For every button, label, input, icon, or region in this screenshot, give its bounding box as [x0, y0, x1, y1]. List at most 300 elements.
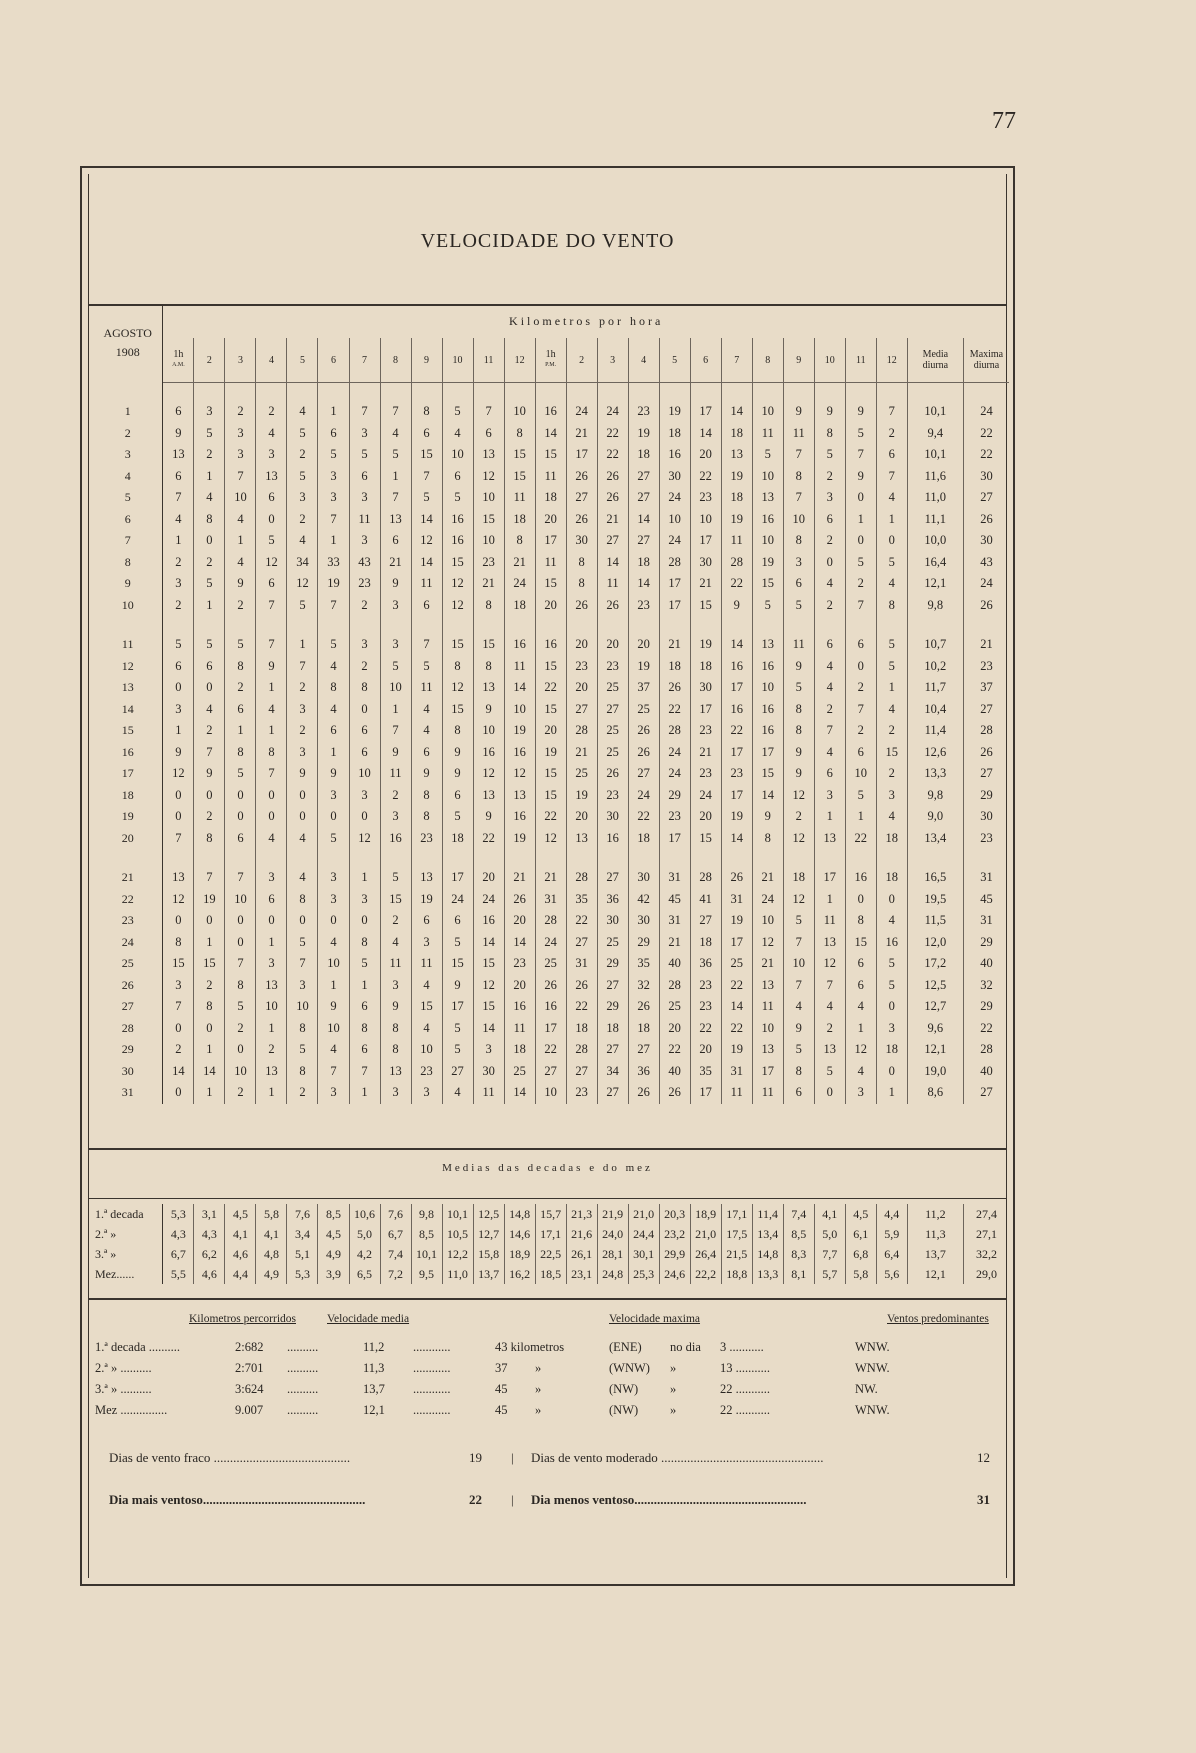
- value-cell: 14: [690, 423, 721, 445]
- day-cell: 23: [93, 910, 163, 932]
- table-row: [93, 699, 1009, 721]
- value-cell: 13: [256, 975, 287, 997]
- value-cell: 14: [163, 1061, 194, 1083]
- value-cell: 3: [411, 1082, 442, 1104]
- value-cell: 28: [659, 720, 690, 742]
- value-cell: 20: [473, 867, 504, 889]
- value-cell: 22: [980, 425, 993, 440]
- value-cell: 10: [380, 677, 411, 699]
- value-cell: 15: [535, 785, 566, 807]
- value-cell: 11: [597, 573, 628, 595]
- value-cell: 4: [318, 1039, 349, 1061]
- value-cell: 31: [721, 1061, 752, 1083]
- value-cell: 25: [504, 1061, 535, 1083]
- value-cell: 30: [690, 677, 721, 699]
- value-cell: 3: [380, 975, 411, 997]
- menos-ventoso-value: 31: [977, 1492, 990, 1507]
- value-cell: 26: [659, 1082, 690, 1104]
- value-cell: 17: [721, 742, 752, 764]
- value-cell: 19: [721, 1039, 752, 1061]
- average-cell: 13,3: [752, 1264, 783, 1284]
- average-cell: 4,6: [194, 1264, 225, 1284]
- value-cell: 8: [752, 828, 783, 850]
- value-cell: 12: [442, 573, 473, 595]
- value-cell: 5: [318, 828, 349, 850]
- value-cell: 21: [659, 932, 690, 954]
- value-cell: 25: [566, 763, 597, 785]
- value-cell: 36: [690, 953, 721, 975]
- value-cell: 12: [256, 552, 287, 574]
- value-cell: 8: [380, 1039, 411, 1061]
- value-cell: 13: [752, 634, 783, 656]
- value-cell: 28: [659, 975, 690, 997]
- value-cell: 27: [628, 763, 659, 785]
- value-cell: 5: [318, 444, 349, 466]
- average-cell: 21,0: [690, 1224, 721, 1244]
- value-cell: 7: [349, 1061, 380, 1083]
- value-cell: 11: [380, 953, 411, 975]
- summary-dia-label: no dia: [670, 1340, 701, 1354]
- average-cell: 18,5: [535, 1264, 566, 1284]
- value-cell: 11: [814, 910, 845, 932]
- value-cell: 23: [980, 658, 993, 673]
- value-cell: 7: [256, 763, 287, 785]
- value-cell: 10: [535, 1082, 566, 1104]
- value-cell: 3: [256, 444, 287, 466]
- table-row: [93, 1018, 1009, 1040]
- value-cell: 5: [287, 595, 318, 617]
- value-cell: 21: [473, 573, 504, 595]
- mais-ventoso-label: Dia mais ventoso..................................................: [109, 1492, 366, 1507]
- value-cell: 27: [690, 910, 721, 932]
- value-cell: 32: [628, 975, 659, 997]
- hour-header: 6: [690, 338, 721, 383]
- hour-header: 4: [256, 338, 287, 383]
- value-cell: 1: [845, 1018, 876, 1040]
- value-cell: 18: [442, 828, 473, 850]
- summary-km: 2:701: [235, 1361, 264, 1375]
- average-cell: 8,1: [783, 1264, 814, 1284]
- value-cell: 7: [845, 699, 876, 721]
- value-cell: 9: [194, 763, 225, 785]
- value-cell: 15: [163, 953, 194, 975]
- value-cell: 22: [690, 1018, 721, 1040]
- summary-dots1: ..........: [287, 1340, 319, 1354]
- value-cell: 26: [597, 487, 628, 509]
- value-cell: 4: [876, 487, 907, 509]
- value-cell: 0: [845, 656, 876, 678]
- average-cell: 15,8: [473, 1244, 504, 1264]
- summary-label: 1.ª decada ..........: [95, 1340, 181, 1354]
- value-cell: 21: [597, 509, 628, 531]
- value-cell: 27: [535, 1061, 566, 1083]
- value-cell: 16: [473, 910, 504, 932]
- value-cell: 4: [783, 996, 814, 1018]
- average-cell: 11,2: [907, 1204, 963, 1224]
- value-cell: 10,1: [907, 444, 963, 466]
- average-cell: 18,9: [690, 1204, 721, 1224]
- table-row: [93, 444, 1009, 466]
- summary-km: 2:682: [235, 1340, 264, 1354]
- summary-header-maxima: Velocidade maxima: [609, 1313, 701, 1325]
- summary-unit: »: [535, 1403, 542, 1417]
- value-cell: 3: [318, 889, 349, 911]
- value-cell: 19: [659, 401, 690, 423]
- value-cell: 8: [349, 677, 380, 699]
- value-cell: 13: [504, 785, 535, 807]
- value-cell: 26: [628, 1082, 659, 1104]
- value-cell: 22: [566, 996, 597, 1018]
- value-cell: 11: [783, 423, 814, 445]
- value-cell: 23: [690, 975, 721, 997]
- spacer-row: [93, 849, 1009, 867]
- value-cell: 17: [690, 699, 721, 721]
- value-cell: 12: [442, 595, 473, 617]
- average-cell: 4,3: [163, 1224, 194, 1244]
- value-cell: 1: [256, 1082, 287, 1104]
- value-cell: 16: [504, 806, 535, 828]
- value-cell: 16: [752, 509, 783, 531]
- value-cell: 36: [628, 1061, 659, 1083]
- value-cell: 5: [845, 785, 876, 807]
- value-cell: 17,2: [907, 953, 963, 975]
- value-cell: 9: [845, 466, 876, 488]
- value-cell: 16,4: [907, 552, 963, 574]
- value-cell: 21: [690, 573, 721, 595]
- day-cell: 25: [93, 953, 163, 975]
- value-cell: 19,5: [907, 889, 963, 911]
- value-cell: 28: [566, 720, 597, 742]
- table-row: [93, 634, 1009, 656]
- value-cell: 11,5: [907, 910, 963, 932]
- value-cell: 2: [783, 806, 814, 828]
- value-cell: 13: [473, 785, 504, 807]
- day-cell: 27: [93, 996, 163, 1018]
- day-cell: 28: [93, 1018, 163, 1040]
- value-cell: 9: [783, 1018, 814, 1040]
- value-cell: 20: [566, 677, 597, 699]
- value-cell: 0: [256, 910, 287, 932]
- value-cell: 10: [752, 466, 783, 488]
- value-cell: 15: [442, 699, 473, 721]
- value-cell: 10: [442, 444, 473, 466]
- average-cell: 18,9: [504, 1244, 535, 1264]
- value-cell: 19: [628, 423, 659, 445]
- average-cell: 21,0: [628, 1204, 659, 1224]
- value-cell: 11: [411, 953, 442, 975]
- value-cell: 26: [566, 466, 597, 488]
- value-cell: 6: [349, 720, 380, 742]
- value-cell: 21: [690, 742, 721, 764]
- value-cell: 3: [411, 932, 442, 954]
- value-cell: 27: [566, 1061, 597, 1083]
- value-cell: 5: [442, 487, 473, 509]
- value-cell: 23: [473, 552, 504, 574]
- value-cell: 34: [287, 552, 318, 574]
- value-cell: 18: [628, 1018, 659, 1040]
- value-cell: 15: [442, 634, 473, 656]
- value-cell: 15: [876, 742, 907, 764]
- value-cell: 10: [752, 401, 783, 423]
- value-cell: 19: [504, 720, 535, 742]
- value-cell: 11: [411, 573, 442, 595]
- hour-header: 6: [318, 338, 349, 383]
- value-cell: 43: [349, 552, 380, 574]
- value-cell: 5: [442, 932, 473, 954]
- value-cell: 13: [380, 509, 411, 531]
- value-cell: 12: [473, 975, 504, 997]
- value-cell: 23: [690, 720, 721, 742]
- value-cell: 5: [380, 444, 411, 466]
- value-cell: 0: [876, 889, 907, 911]
- value-cell: 35: [566, 889, 597, 911]
- average-cell: 14,8: [752, 1244, 783, 1264]
- average-cell: 30,1: [628, 1244, 659, 1264]
- value-cell: 21: [504, 552, 535, 574]
- value-cell: 3: [380, 1082, 411, 1104]
- value-cell: 43: [980, 554, 993, 569]
- value-cell: 15: [473, 996, 504, 1018]
- value-cell: 23: [690, 763, 721, 785]
- value-cell: 8: [318, 677, 349, 699]
- value-cell: 5: [287, 423, 318, 445]
- value-cell: 5: [318, 634, 349, 656]
- value-cell: 27: [597, 975, 628, 997]
- value-cell: 18: [876, 828, 907, 850]
- value-cell: 12: [473, 763, 504, 785]
- value-cell: 14: [504, 932, 535, 954]
- value-cell: 19: [721, 806, 752, 828]
- value-cell: 10,7: [907, 634, 963, 656]
- value-cell: 12,7: [907, 996, 963, 1018]
- value-cell: 7: [225, 867, 256, 889]
- value-cell: 23: [504, 953, 535, 975]
- value-cell: 3: [194, 401, 225, 423]
- day-cell: 14: [93, 699, 163, 721]
- value-cell: 9: [783, 401, 814, 423]
- value-cell: 1: [163, 720, 194, 742]
- value-cell: 8: [256, 742, 287, 764]
- summary-max: 43 kilometros: [495, 1340, 565, 1354]
- table-row: [93, 595, 1009, 617]
- value-cell: 3: [225, 423, 256, 445]
- average-cell: 6,8: [845, 1244, 876, 1264]
- value-cell: 40: [659, 1061, 690, 1083]
- average-cell: 24,4: [628, 1224, 659, 1244]
- value-cell: 4: [876, 573, 907, 595]
- day-cell: 22: [93, 889, 163, 911]
- value-cell: 0: [194, 785, 225, 807]
- value-cell: 7: [380, 720, 411, 742]
- day-cell: 5: [93, 487, 163, 509]
- value-cell: 3: [256, 867, 287, 889]
- table-row: [93, 742, 1009, 764]
- value-cell: 8: [783, 720, 814, 742]
- average-cell: 7,4: [380, 1244, 411, 1264]
- average-cell: 4,5: [845, 1204, 876, 1224]
- average-cell: 5,3: [287, 1264, 318, 1284]
- value-cell: 23: [980, 830, 993, 845]
- average-cell: 5,1: [287, 1244, 318, 1264]
- value-cell: 24: [659, 530, 690, 552]
- value-cell: 10,4: [907, 699, 963, 721]
- value-cell: 8: [225, 656, 256, 678]
- day-cell: 24: [93, 932, 163, 954]
- value-cell: 7: [783, 444, 814, 466]
- day-cell: 10: [93, 595, 163, 617]
- value-cell: 10: [318, 1018, 349, 1040]
- value-cell: 8: [504, 423, 535, 445]
- value-cell: 17: [814, 867, 845, 889]
- value-cell: 10: [504, 401, 535, 423]
- value-cell: 8: [349, 932, 380, 954]
- value-cell: 16: [535, 401, 566, 423]
- value-cell: 6: [845, 953, 876, 975]
- value-cell: 31: [980, 870, 993, 885]
- value-cell: 21: [752, 953, 783, 975]
- value-cell: 20: [535, 595, 566, 617]
- value-cell: 7: [845, 595, 876, 617]
- value-cell: 30: [980, 809, 993, 824]
- value-cell: 1: [256, 1018, 287, 1040]
- value-cell: 19,0: [907, 1061, 963, 1083]
- value-cell: 8: [194, 828, 225, 850]
- value-cell: 19: [721, 466, 752, 488]
- value-cell: 9: [783, 742, 814, 764]
- value-cell: 37: [628, 677, 659, 699]
- value-cell: 1: [318, 401, 349, 423]
- value-cell: 16: [380, 828, 411, 850]
- value-cell: 27: [597, 1039, 628, 1061]
- value-cell: 28: [566, 867, 597, 889]
- value-cell: 24: [690, 785, 721, 807]
- value-cell: 5: [783, 1039, 814, 1061]
- table-row: [93, 423, 1009, 445]
- value-cell: 17: [690, 401, 721, 423]
- value-cell: 3: [349, 487, 380, 509]
- value-cell: 7: [318, 1061, 349, 1083]
- value-cell: 17: [752, 1061, 783, 1083]
- value-cell: 2: [163, 595, 194, 617]
- summary-dots1: ..........: [287, 1382, 319, 1396]
- value-cell: 13,3: [907, 763, 963, 785]
- value-cell: 4: [411, 699, 442, 721]
- value-cell: 12,6: [907, 742, 963, 764]
- value-cell: 11: [504, 656, 535, 678]
- value-cell: 10: [473, 720, 504, 742]
- value-cell: 4: [287, 530, 318, 552]
- value-cell: 1: [349, 1082, 380, 1104]
- value-cell: 5: [752, 444, 783, 466]
- value-cell: 25: [597, 932, 628, 954]
- average-cell: 6,2: [194, 1244, 225, 1264]
- value-cell: 5: [876, 953, 907, 975]
- value-cell: 14: [504, 677, 535, 699]
- value-cell: 2: [814, 530, 845, 552]
- value-cell: 5: [380, 867, 411, 889]
- value-cell: 7: [845, 444, 876, 466]
- value-cell: 9: [380, 573, 411, 595]
- value-cell: 16: [845, 867, 876, 889]
- value-cell: 5: [225, 996, 256, 1018]
- value-cell: 2: [287, 1082, 318, 1104]
- summary-max: 37: [495, 1361, 508, 1375]
- value-cell: 23: [659, 806, 690, 828]
- value-cell: 22: [535, 1039, 566, 1061]
- value-cell: 4: [380, 932, 411, 954]
- moderado-value: 12: [977, 1450, 990, 1465]
- summary-km: 3:624: [235, 1382, 264, 1396]
- value-cell: 22: [690, 466, 721, 488]
- value-cell: 1: [225, 530, 256, 552]
- value-cell: 8: [349, 1018, 380, 1040]
- value-cell: 5: [349, 444, 380, 466]
- value-cell: 0: [163, 785, 194, 807]
- average-cell: 4,5: [225, 1204, 256, 1224]
- value-cell: 11: [752, 996, 783, 1018]
- value-cell: 31: [721, 889, 752, 911]
- value-cell: 4: [442, 1082, 473, 1104]
- value-cell: 0: [225, 910, 256, 932]
- value-cell: 15: [535, 444, 566, 466]
- value-cell: 20: [597, 634, 628, 656]
- value-cell: 12: [287, 573, 318, 595]
- value-cell: 25: [659, 996, 690, 1018]
- value-cell: 22: [535, 677, 566, 699]
- value-cell: 26: [566, 595, 597, 617]
- value-cell: 20: [566, 634, 597, 656]
- value-cell: 13: [752, 1039, 783, 1061]
- value-cell: 5: [163, 634, 194, 656]
- day-cell: 31: [93, 1082, 163, 1104]
- value-cell: 40: [980, 1063, 993, 1078]
- value-cell: 22: [659, 1039, 690, 1061]
- table-row: [93, 552, 1009, 574]
- value-cell: 11,7: [907, 677, 963, 699]
- value-cell: 2: [845, 720, 876, 742]
- average-cell: 12,7: [473, 1224, 504, 1244]
- menos-ventoso-label: Dia menos ventoso.....................................................: [531, 1492, 807, 1507]
- value-cell: 18: [783, 867, 814, 889]
- value-cell: 13: [814, 1039, 845, 1061]
- value-cell: 9: [783, 763, 814, 785]
- value-cell: 26: [504, 889, 535, 911]
- value-cell: 20: [535, 720, 566, 742]
- value-cell: 13: [163, 867, 194, 889]
- average-cell: 4,1: [814, 1204, 845, 1224]
- value-cell: 6: [845, 742, 876, 764]
- value-cell: 20: [566, 806, 597, 828]
- value-cell: 31: [659, 910, 690, 932]
- value-cell: 6: [225, 699, 256, 721]
- value-cell: 18: [504, 1039, 535, 1061]
- value-cell: 4: [411, 1018, 442, 1040]
- table-inner: [88, 174, 1007, 1578]
- average-cell: 4,8: [256, 1244, 287, 1264]
- average-cell: 21,9: [597, 1204, 628, 1224]
- value-cell: 5: [814, 444, 845, 466]
- value-cell: 4: [814, 996, 845, 1018]
- value-cell: 3: [287, 742, 318, 764]
- value-cell: 14: [721, 996, 752, 1018]
- hour-header: 9: [783, 338, 814, 383]
- value-cell: 2: [194, 720, 225, 742]
- day-cell: 21: [93, 867, 163, 889]
- value-cell: 6: [318, 423, 349, 445]
- value-cell: 17: [690, 530, 721, 552]
- value-cell: 0: [256, 806, 287, 828]
- summary-dia-label: »: [670, 1382, 677, 1396]
